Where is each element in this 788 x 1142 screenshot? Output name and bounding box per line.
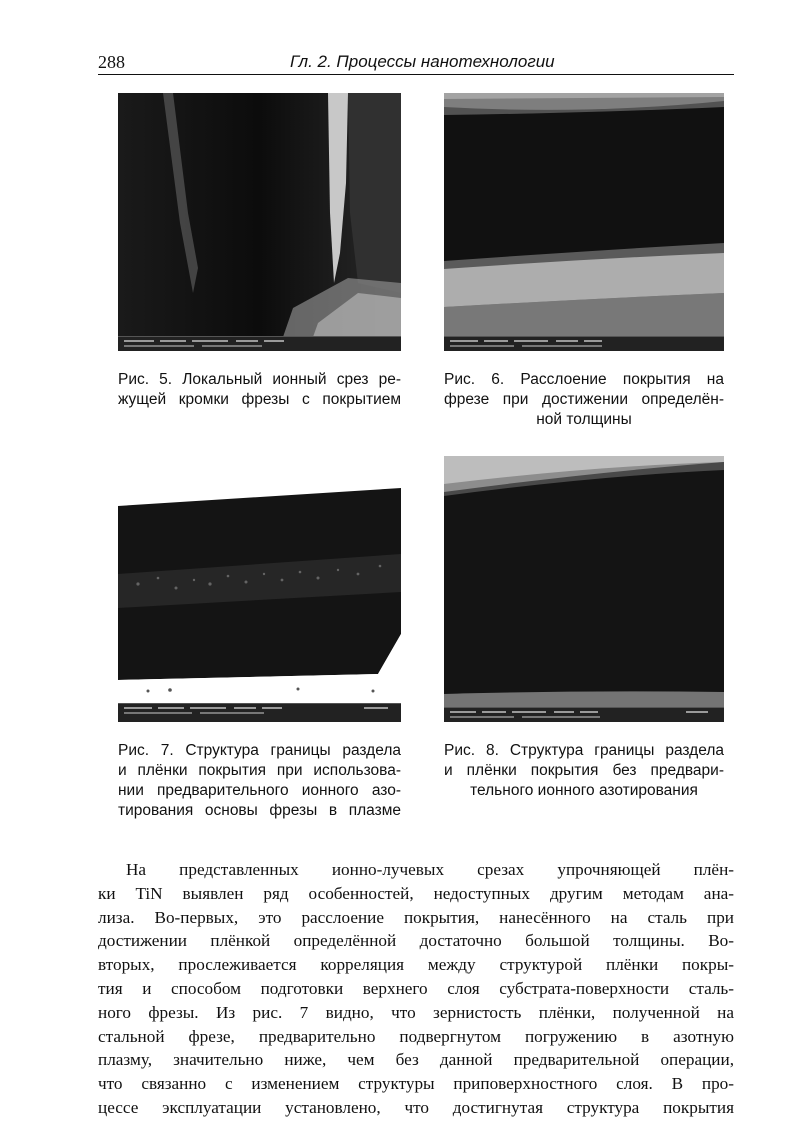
scale-bar: [118, 336, 401, 351]
body-line: цессе эксплуатации установлено, что достигнутая структура покрытия: [98, 1097, 734, 1117]
page-number: 288: [98, 52, 125, 72]
caption-line: Рис. 7. Структура границы раздела: [118, 742, 401, 759]
body-line: лиза. Во-первых, это расслоение покрытия, нанесённого на сталь при: [98, 907, 734, 927]
caption-line: Рис. 8. Структура границы раздела: [444, 742, 724, 759]
figure-6-image: [444, 93, 724, 351]
body-line: тия и способом подготовки верхнего слоя субстрата-поверхности сталь-: [98, 978, 734, 998]
figure-7-image: [118, 484, 401, 722]
body-line: стальной фрезе, предварительно подвергнутом погружению в азотную: [98, 1026, 734, 1046]
body-line: ного фрезы. Из рис. 7 видно, что зернистость плёнки, полученной на: [98, 1002, 734, 1022]
running-header: [98, 52, 734, 75]
scale-bar: [444, 336, 724, 351]
scale-bar: [444, 707, 724, 722]
caption-line: и плёнки покрытия при использова-: [118, 762, 401, 779]
figure-8-caption: [444, 741, 724, 801]
caption-line: нии предварительного ионного азо-: [118, 782, 401, 799]
chapter-title: Гл. 2. Процессы нанотехнологии: [290, 52, 555, 71]
body-line: вторых, прослеживается корреляция между структурой плёнки покры-: [98, 955, 734, 975]
body-line: достижении плёнкой определённой достаточно большой толщины. Во-: [98, 931, 734, 951]
figure-8-image: [444, 456, 724, 722]
caption-line: фрезе при достижении определён-: [444, 391, 724, 408]
figure-7-caption: [118, 741, 401, 821]
caption-line: тирования основы фрезы в плазме: [118, 802, 401, 819]
figure-5-caption: [118, 370, 401, 410]
body-paragraph: [98, 858, 734, 1120]
caption-line: тельного ионного азотирования: [470, 782, 698, 799]
body-line: что связанно с изменением структуры приповерхностного слоя. В про-: [98, 1074, 734, 1094]
caption-line: Рис. 5. Локальный ионный срез ре-: [118, 371, 401, 388]
caption-line: ной толщины: [536, 411, 632, 428]
caption-line: и плёнки покрытия без предвари-: [444, 762, 724, 779]
body-line: ки TiN выявлен ряд особенностей, недоступных другим методам ана-: [98, 883, 734, 903]
body-line: плазму, значительно ниже, чем без данной предварительной операции,: [98, 1050, 734, 1070]
figure-5-image: [118, 93, 401, 351]
figure-6-caption: [444, 370, 724, 430]
body-line: На представленных ионно-лучевых срезах упрочняющей плён-: [126, 860, 734, 879]
caption-line: жущей кромки фрезы с покрытием: [118, 391, 401, 408]
caption-line: Рис. 6. Расслоение покрытия на: [444, 371, 724, 388]
scale-bar: [118, 703, 401, 722]
